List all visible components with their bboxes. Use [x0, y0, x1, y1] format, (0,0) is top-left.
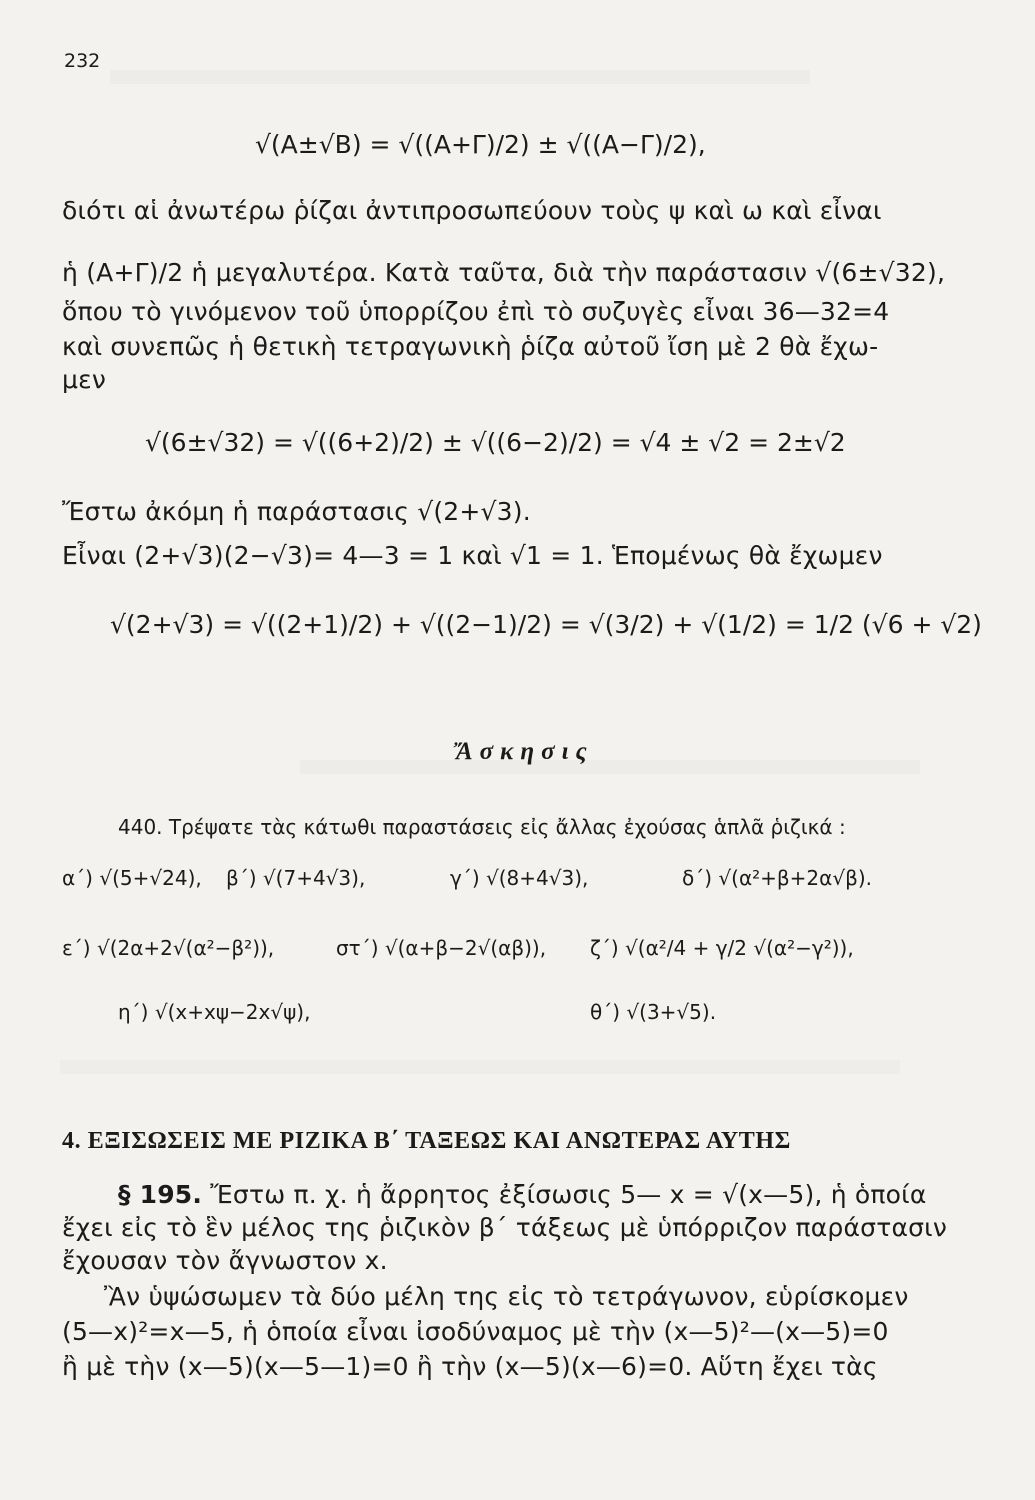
paragraph-line: ἡ (Α+Γ)/2 ἡ μεγαλυτέρα. Κατὰ ταῦτα, διὰ τὴν παράστασιν √(6±√32),	[62, 258, 946, 287]
formula-example-1: √(6±√32) = √((6+2)/2) ± √((6−2)/2) = √4 ± √2 = 2±√2	[145, 428, 846, 457]
exercise-item: β΄) √(7+4√3),	[226, 866, 366, 890]
exercise-item: ζ΄) √(α²/4 + γ/2 √(α²−γ²)),	[590, 936, 854, 960]
exercise-item: α΄) √(5+√24),	[62, 866, 202, 890]
bleed-through-band	[110, 70, 810, 84]
page-number: 232	[64, 50, 101, 72]
exercise-item: θ΄) √(3+√5).	[590, 1000, 717, 1024]
section-paragraph-line: ἔχει εἰς τὸ ἓν μέλος της ῥιζικὸν β΄ τάξεως μὲ ὑπόρριζον παράστασιν	[62, 1213, 948, 1242]
section-heading: 4. ΕΞΙΣΩΣΕΙΣ ΜΕ ΡΙΖΙΚΑ Β΄ ΤΑΞΕΩΣ ΚΑΙ ΑΝΩΤΕΡΑΣ ΑΥΤΗΣ	[62, 1128, 791, 1154]
bleed-through-band	[300, 760, 920, 774]
paragraph-line: μεν	[62, 365, 106, 394]
paragraph-line: διότι αἱ ἀνωτέρω ῥίζαι ἀντιπροσωπεύουν τοὺς ψ καὶ ω καὶ εἶναι	[62, 196, 882, 225]
paragraph-line: Εἶναι (2+√3)(2−√3)= 4—3 = 1 καὶ √1 = 1. Ἑπομένως θὰ ἔχωμεν	[62, 541, 883, 570]
section-paragraph-line	[118, 1180, 927, 1209]
section-paragraph-line: (5—x)²=x—5, ἡ ὁποία εἶναι ἰσοδύναμος μὲ τὴν (x—5)²—(x—5)=0	[62, 1317, 889, 1346]
section-paragraph-line: ἔχουσαν τὸν ἄγνωστον x.	[62, 1246, 388, 1275]
exercise-item: η΄) √(x+xψ−2x√ψ),	[118, 1000, 311, 1024]
section-paragraph-line: Ἂν ὑψώσωμεν τὰ δύο μέλη της εἰς τὸ τετράγωνον, εὑρίσκομεν	[104, 1282, 909, 1311]
paragraph-text: Ἔστω π. χ. ἡ ἄρρητος ἐξίσωσις 5— x = √(x—5), ἡ ὁποία	[210, 1180, 927, 1209]
paragraph-line: καὶ συνεπῶς ἡ θετικὴ τετραγωνικὴ ῥίζα αὐτοῦ ἴση μὲ 2 θὰ ἔχω-	[62, 332, 879, 361]
exercise-item: δ΄) √(α²+β+2α√β).	[682, 866, 872, 890]
formula-sqrt-identity: √(Α±√Β) = √((Α+Γ)/2) ± √((Α−Γ)/2),	[255, 130, 706, 159]
exercise-item: στ΄) √(α+β−2√(αβ)),	[336, 936, 547, 960]
exercise-intro: 440. Τρέψατε τὰς κάτωθι παραστάσεις εἰς ἄλλας ἐχούσας ἁπλᾶ ῥιζικά :	[118, 815, 846, 839]
exercises-heading: Ἄσκησις	[456, 738, 594, 765]
exercise-item: γ΄) √(8+4√3),	[450, 866, 589, 890]
paragraph-line: ὅπου τὸ γινόμενον τοῦ ὑπορρίζου ἐπὶ τὸ συζυγὲς εἶναι 36—32=4	[62, 297, 890, 326]
paragraph-label: § 195.	[118, 1180, 203, 1209]
exercise-item: ε΄) √(2α+2√(α²−β²)),	[62, 936, 275, 960]
section-paragraph-line: ἢ μὲ τὴν (x—5)(x—5—1)=0 ἢ τὴν (x—5)(x—6)=0. Αὕτη ἔχει τὰς	[62, 1352, 878, 1381]
bleed-through-band	[60, 1060, 900, 1074]
formula-example-2: √(2+√3) = √((2+1)/2) + √((2−1)/2) = √(3/2) + √(1/2) = 1/2 (√6 + √2)	[110, 610, 982, 639]
paragraph-line: Ἔστω ἀκόμη ἡ παράστασις √(2+√3).	[62, 497, 531, 526]
